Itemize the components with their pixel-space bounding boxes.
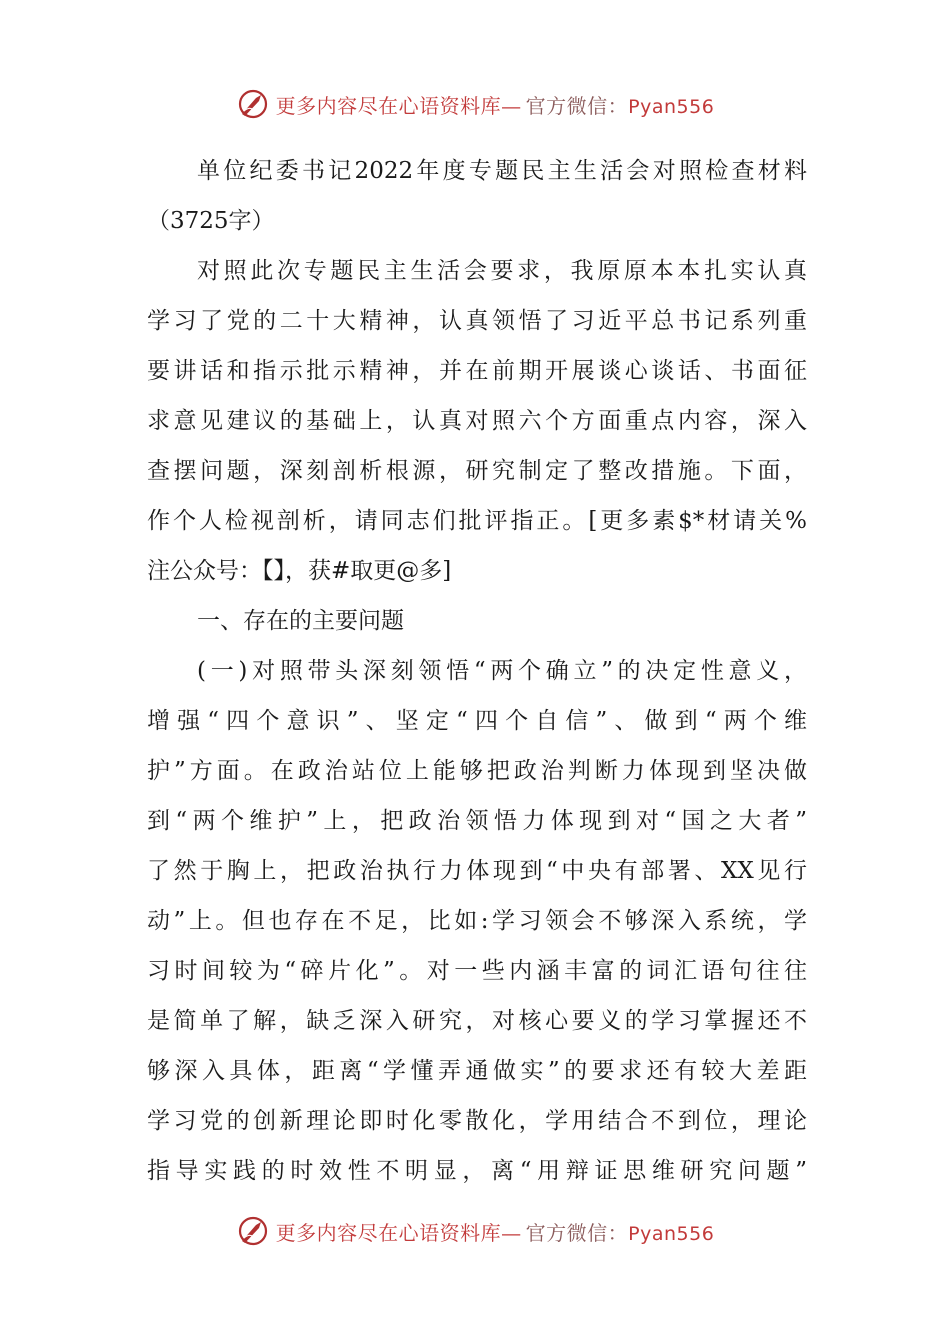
document-title-wordcount: （3725字） [147,208,275,234]
paragraph-line: 动”上。但也存在不足，比如:学习领会不够深入系统，学 [147,908,807,934]
paragraph-line: 习时间较为“碎片化”。对一些内涵丰富的词汇语句往往 [147,958,807,984]
banner-wechat-label: 官方微信： [525,1220,629,1245]
banner-site-text: 更多内容尽在心语资料库— [275,1220,522,1245]
paragraph-line: 要讲话和指示批示精神，并在前期开展谈心谈话、书面征 [147,358,807,384]
paragraph-line: 到“两个维护”上，把政治领悟力体现到对“国之大者” [147,808,807,834]
pen-logo-icon [236,87,270,121]
paragraph-line: 够深入具体，距离“学懂弄通做实”的要求还有较大差距 [147,1058,807,1084]
paragraph-line: 指导实践的时效性不明显，离“用辩证思维研究问题” [147,1158,807,1184]
banner-wechat-account: Pyan556 [628,95,715,118]
paragraph-line: 查摆问题，深刻剖析根源，研究制定了整改措施。下面， [147,458,807,484]
banner-text [276,90,715,119]
document-title: 单位纪委书记2022年度专题民主生活会对照检查材料 [197,158,807,184]
paragraph-line: 增强“四个意识”、坚定“四个自信”、做到“两个维 [147,708,807,734]
footer-watermark-banner [0,1211,950,1251]
section-heading: 一、存在的主要问题 [197,608,404,634]
paragraph-line: 对照此次专题民主生活会要求，我原原本本扎实认真 [197,258,807,284]
banner-wechat-account: Pyan556 [628,1222,715,1245]
pen-logo-icon [236,1214,270,1248]
paragraph-line: 学习了党的二十大精神，认真领悟了习近平总书记系列重 [147,308,807,334]
document-body [147,146,807,1196]
paragraph-line: 学习党的创新理论即时化零散化，学用结合不到位，理论 [147,1108,807,1134]
paragraph-line: 了然于胸上，把政治执行力体现到“中央有部署、XX见行 [147,858,807,884]
banner-site-text: 更多内容尽在心语资料库— [275,93,522,118]
banner-wechat-label: 官方微信： [525,93,629,118]
paragraph-line: 注公众号：【】，获#取更@多] [147,558,452,584]
banner-text [276,1217,715,1246]
paragraph-line: 是简单了解，缺乏深入研究，对核心要义的学习掌握还不 [147,1008,807,1034]
paragraph-line: 护”方面。在政治站位上能够把政治判断力体现到坚决做 [147,758,807,784]
subsection-heading: (一)对照带头深刻领悟“两个确立”的决定性意义， [197,658,807,684]
paragraph-line: 作个人检视剖析，请同志们批评指正。[更多素$*材请关% [147,508,807,534]
header-watermark-banner [0,84,950,124]
paragraph-line: 求意见建议的基础上，认真对照六个方面重点内容，深入 [147,408,807,434]
